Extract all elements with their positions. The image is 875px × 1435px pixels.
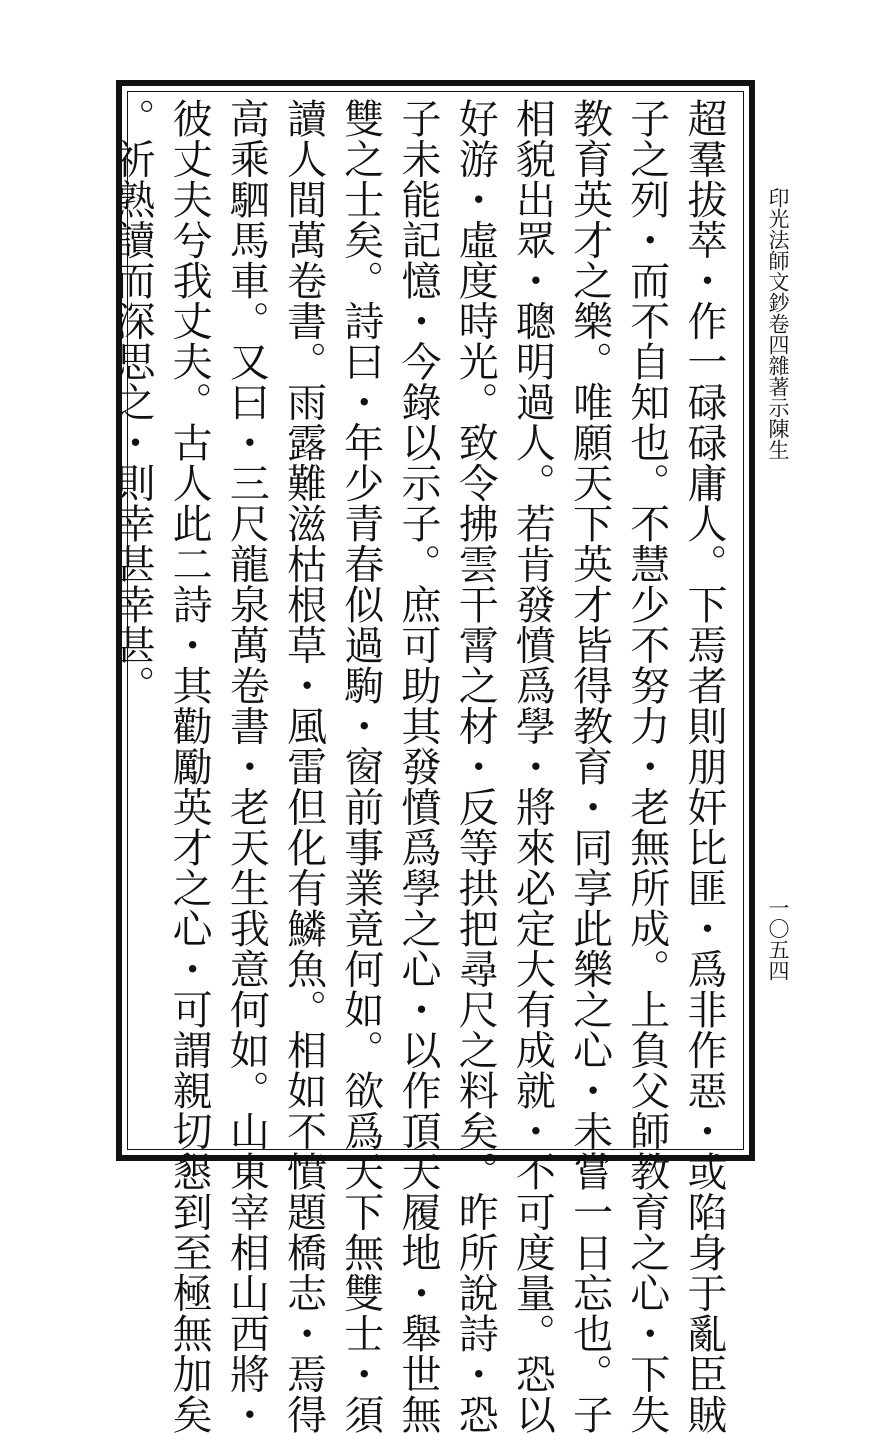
main-text-block [108, 98, 732, 1435]
text-column-6: 子未能記憶・今錄以示子。庶可助其發憤爲學之心・以作頂天履地・舉世無 [394, 98, 441, 1435]
text-column-9: 高乘駟馬車。又曰・三尺龍泉萬卷書・老天生我意何如。山東宰相山西將・ [223, 98, 270, 1435]
text-column-5: 好游・虛度時光。致令拂雲干霄之材・反等拱把尋尺之料矣。昨所說詩・恐 [452, 98, 499, 1435]
section-title: 雜著 [766, 355, 790, 397]
running-header [763, 187, 793, 587]
text-column-11: 。祈熟讀而深思之・則幸甚幸甚。 [108, 98, 155, 706]
page-number: 一〇五四 [766, 897, 790, 981]
text-column-2: 子之列・而不自知也。不慧少不努力・老無所成。上負父師教育之心・下失 [623, 98, 670, 1435]
article-title: 示陳生 [766, 397, 790, 460]
text-column-10: 彼丈夫兮我丈夫。古人此二詩・其勸勵英才之心・可謂親切懇到至極無加矣 [166, 98, 213, 1435]
text-column-1: 超羣拔萃・作一碌碌庸人。下焉者則朋奸比匪・爲非作惡・或陷身于亂臣賊 [681, 98, 727, 1435]
book-title: 印光法師文鈔卷四 [766, 187, 790, 355]
text-column-8: 讀人間萬卷書。雨露難滋枯根草・風雷但化有鱗魚。相如不憤題橋志・焉得 [280, 98, 327, 1435]
text-column-7: 雙之士矣。詩曰・年少青春似過駒・窗前事業竟何如。欲爲天下無雙士・須 [337, 98, 384, 1435]
text-column-4: 相貌出眾・聰明過人。若肯發憤爲學・將來必定大有成就・不可度量。恐以 [509, 98, 556, 1435]
text-column-3: 教育英才之樂。唯願天下英才皆得教育・同享此樂之心・未嘗一日忘也。子 [566, 98, 613, 1435]
